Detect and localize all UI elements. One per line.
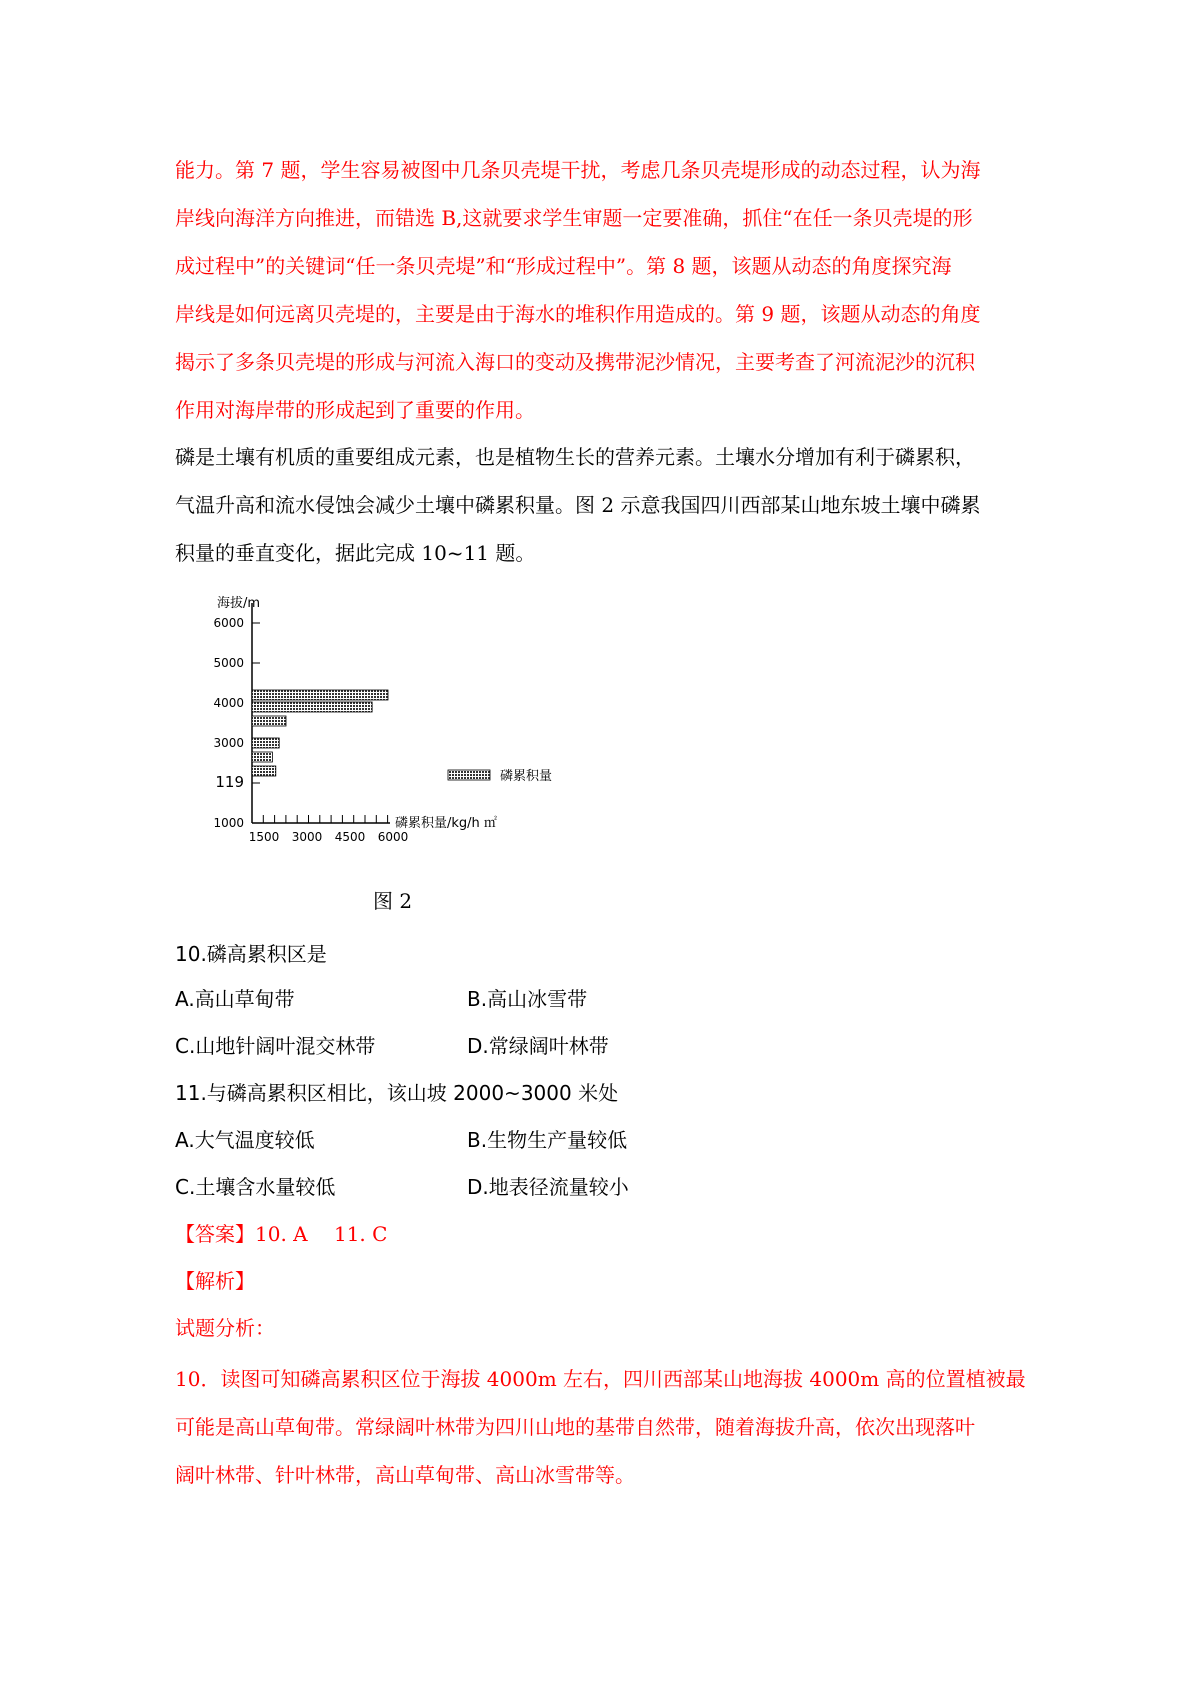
text-line: 10．读图可知磷高累积区位于海拔 4000m 左右，四川西部某山地海拔 4000m 高的位置植被最	[175, 1367, 1026, 1391]
figure-caption: 图 2	[373, 889, 413, 913]
x-tick-label: 4500	[334, 830, 366, 844]
text-line: 积量的垂直变化，据此完成 10~11 题。	[175, 541, 536, 565]
phosphorus-chart	[200, 585, 560, 875]
explanation-10	[175, 1355, 1035, 1499]
x-axis-label: 磷累积量/kg/h ㎡	[395, 816, 497, 831]
bar	[252, 690, 388, 700]
q10-stem: 10.磷高累积区是	[175, 942, 327, 966]
text-line: 成过程中”的关键词“任一条贝壳堤”和“形成过程中”。第 8 题，该题从动态的角度探究海	[175, 254, 952, 278]
q10-option-b: B.高山冰雪带	[467, 987, 588, 1011]
answer-line	[175, 1218, 387, 1247]
y-tick-label: 1000	[213, 816, 244, 830]
q11-option-d: D.地表径流量较小	[467, 1175, 629, 1199]
text-line: 作用对海岸带的形成起到了重要的作用。	[175, 398, 535, 422]
legend-swatch	[448, 770, 490, 780]
question-intro	[175, 433, 1035, 577]
analysis-sub: 试题分析：	[175, 1316, 275, 1340]
x-tick-label: 1500	[248, 830, 280, 844]
answer-label: 【答案】	[175, 1222, 255, 1246]
q11-option-a: A.大气温度较低	[175, 1128, 315, 1152]
text-line: 能力。第 7 题，学生容易被图中几条贝壳堤干扰，考虑几条贝壳堤形成的动态过程，认为海	[175, 158, 981, 182]
bar	[252, 702, 372, 712]
y-tick-label: 119	[215, 773, 244, 791]
q10-option-d: D.常绿阔叶林带	[467, 1034, 609, 1058]
q11-option-c: C.土壤含水量较低	[175, 1175, 336, 1199]
q10-option-a: A.高山草甸带	[175, 987, 295, 1011]
text-line: 岸线是如何远离贝壳堤的，主要是由于海水的堆积作用造成的。第 9 题，该题从动态的角度	[175, 302, 981, 326]
bar	[252, 766, 276, 776]
text-line: 岸线向海洋方向推进，而错选 B,这就要求学生审题一定要准确，抓住“在任一条贝壳堤的形	[175, 206, 973, 230]
text-line: 可能是高山草甸带。常绿阔叶林带为四川山地的基带自然带，随着海拔升高，依次出现落叶	[175, 1415, 975, 1439]
bar	[252, 716, 286, 726]
bar	[252, 752, 272, 762]
text-line: 揭示了多条贝壳堤的形成与河流入海口的变动及携带泥沙情况，主要考查了河流泥沙的沉积	[175, 350, 975, 374]
text-line: 磷是土壤有机质的重要组成元素，也是植物生长的营养元素。土壤水分增加有利于磷累积，	[175, 445, 975, 469]
answer-value: 10. A 11. C	[255, 1222, 388, 1246]
bar	[252, 738, 279, 748]
analysis-label: 【解析】	[175, 1269, 255, 1293]
legend-label: 磷累积量	[500, 769, 553, 784]
x-tick-label: 6000	[377, 830, 409, 844]
y-tick-label: 4000	[213, 696, 244, 710]
q11-option-b: B.生物生产量较低	[467, 1128, 628, 1152]
y-tick-label: 3000	[213, 736, 244, 750]
explanation-prev	[175, 146, 1035, 434]
x-tick-label: 3000	[291, 830, 323, 844]
y-tick-label: 5000	[213, 656, 244, 670]
y-tick-label: 6000	[213, 616, 244, 630]
q10-option-c: C.山地针阔叶混交林带	[175, 1034, 376, 1058]
y-axis-label: 海拔/m	[217, 596, 261, 611]
text-line: 气温升高和流水侵蚀会减少土壤中磷累积量。图 2 示意我国四川西部某山地东坡土壤中磷累	[175, 493, 981, 517]
q11-stem: 11.与磷高累积区相比，该山坡 2000~3000 米处	[175, 1081, 619, 1105]
text-line: 阔叶林带、针叶林带，高山草甸带、高山冰雪带等。	[175, 1463, 635, 1487]
